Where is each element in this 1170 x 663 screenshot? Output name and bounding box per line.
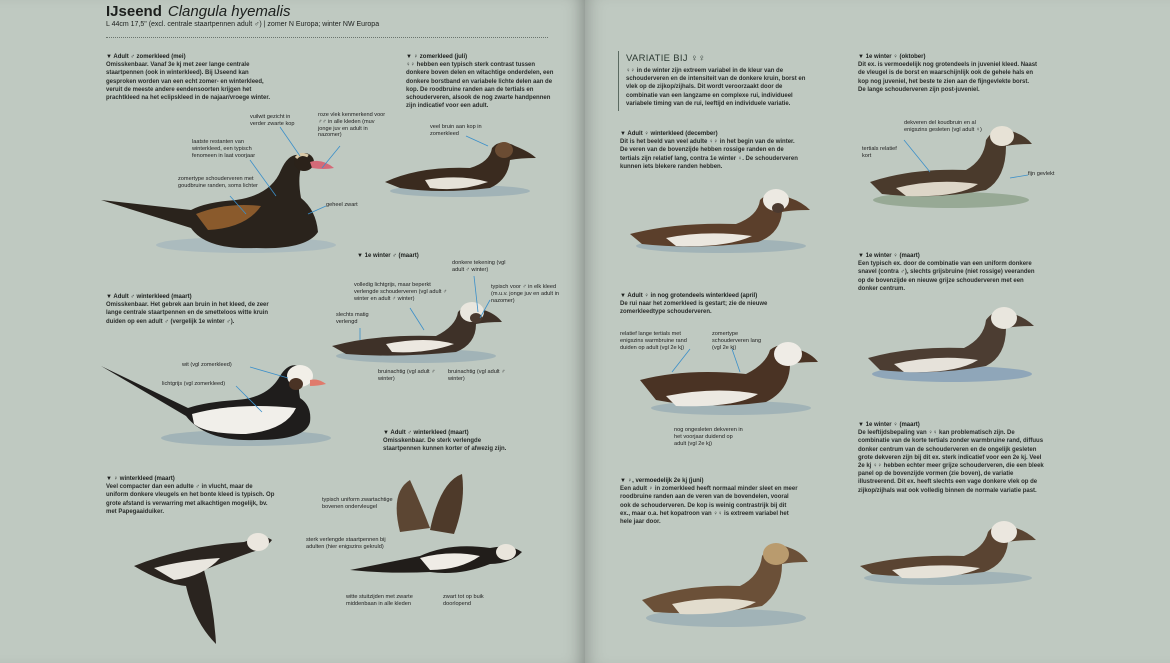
callout-label: typisch voor ♂ in elk kleed (m.u.v. jonge juv en adult in nazomer) (491, 284, 559, 304)
callout-label: typisch uniform zwartachtige bovenen ondervleugel (322, 497, 393, 510)
callout-label: roze vlek kenmerkend voor ♂♂ in alle kleden (muv jonge juv en adult in nazomer) (318, 112, 386, 139)
callout-label: dekveren del koudbruin en al enigszins gesleten (vgl adult ♀) (904, 120, 982, 133)
text-block: ▼ ♀ winterkleed (maart) Veel compacter dan een adulte ♂ in vlucht, maar de uniform donkere vleugels en het bonte kleed is typisch. Op grote afstand is verwarring met alkachtigen mogelijk, bv. met Papegaaiduiker. (106, 476, 275, 515)
callout-label: lichtgrijs (vgl zomerkleed) (162, 381, 226, 387)
callout-label: relatief lange tertials met enigszins warmbruine rand duiden op adult (vgl 2e kj) (620, 331, 687, 351)
callout-label: volledig lichtgrijs, maar beperkt verlengde schouderveren (vgl adult ♂ winter en adult ♂ winter) (354, 282, 448, 302)
callout-label: zomertype schouderveren met goudbruine randen, soms lichter (178, 176, 258, 189)
callout-label: fijn gevlekt (1028, 171, 1055, 177)
text-block: ▼ Adult ♀ in nog grotendeels winterkleed (april) De rui naar het zomerkleed is gestart; zie de nieuwe zomerkleedtype schouderveren. (620, 293, 768, 316)
text-block: ▼ 1e winter ♀ (maart) De leeftijdsbepaling van ♀♀ kan problematisch zijn. De combinatie van de korte tertials zonder warmbruine rand, diffuus donker centrum van de schouderveren en de ongelijk gesleten grote dekveren zijn bij dit ex. sterk indicatief voor een 2e kj. Veel 2e kj ♀♀ hebben echter meer grijze schouderveren, die een bleek panel op de bovenzijde vormen (zie boven), de variatie illustreerend. Dit ex. heeft slechts een vage donkere vlek op de zijkop/zijhals wat ook volledig binnen de normale variatie past. (858, 422, 1044, 494)
callout-label: veel bruin aan kop in zomerkleed (430, 124, 482, 137)
callout-label: geheel zwart (326, 202, 358, 208)
callout-label: tertials relatief kort (862, 146, 897, 159)
callout-label: wit (vgl zomerkleed) (182, 362, 232, 368)
text-block: ▼ Adult ♂ zomerkleed (mei) Omisskenbaar. Vanaf 3e kj met zeer lange centrale staartpennen (ook in winterkleed). Bij IJseend kan gesproken worden van een echt zomer- en winterkleed, veruit de meeste andere eendensoorten krijgen het prachtkleed na het eclipskleed in de najaar/vroege winter. (106, 54, 271, 102)
variatie-heading: VARIATIE BIJ ♀♀ (626, 53, 706, 64)
text-block: ▼ 1e winter ♀ (oktober) Dit ex. is vermoedelijk nog grotendeels in juveniel kleed. Naast de vleugel is de borst en waarschijnlijk ook de gehele hals en kop nog juveniel, het beste te zien aan de fijngevlekte borst. De lange schouderveren zijn post-juveniel. (858, 54, 1038, 93)
text-block: ▼ Adult ♀ winterkleed (december) Dit is het beeld van veel adulte ♀♀ in het begin van de winter. De veren van de bovenzijde hebben rossige randen en de tertials zijn relatief lang, contra 1e winter ♀. De schouderveren kunnen iets blekere randen hebben. (620, 131, 798, 170)
text-block: ▼ ♀, vermoedelijk 2e kj (juni) Een adult ♀ in zomerkleed heeft normaal minder sleet en meer roodbruine randen aan de veren van de bovendelen, vooral ook de schouderveren. De kop is weinig contrastrijk bij dit ex., maar o.a. het kopatroon van ♀♀ is extreem variabel het hele jaar door. (620, 478, 798, 526)
text-block: ▼ ♀ zomerkleed (juli) ♀♀ hebben een typisch sterk contrast tussen donkere boven delen en witachtige onderdelen, een donkere borstband en variabele lichte delen aan de kop. De roodbruine randen aan de tertials en schouderveren, alsook de nog zwarte handpennen zijn indicatief voor een adult. (406, 54, 554, 110)
text-block: ▼ 1e winter ♂ (maart) (357, 253, 419, 259)
callout-label: sterk verlengde staartpennen bij adulten (hier enigszins gekruld) (306, 537, 386, 550)
page-title: IJseend Clangula hyemalis (106, 3, 291, 20)
text-block: ▼ Adult ♂ winterkleed (maart) Omisskenbaar. De sterk verlengde staartpennen kunnen korter of afwezig zijn. (383, 430, 507, 453)
species-subtitle: L 44cm 17,5" (excl. centrale staartpennen adult ♂) | zomer N Europa; winter NW Europa (106, 21, 380, 28)
text-block: ▼ 1e winter ♀ (maart) Een typisch ex. door de combinatie van een uniform donkere snavel (contra ♂), slechts grijsbruine (niet rossige) veeranden op de bovenzijde en nieuwe grijze schouderveren met een donker centrum. (858, 253, 1035, 292)
scientific-name: Clangula hyemalis (167, 3, 291, 20)
callout-label: slechts matig verlengd (336, 312, 369, 325)
callout-label: bruinachtig (vgl adult ♂ winter) (378, 369, 436, 382)
text-block: ▼ Adult ♂ winterkleed (maart) Omisskenbaar. Het gebrek aan bruin in het kleed, de zeer lange centrale staartpennen en de smetteloos witte kruin duiden op een adult ♂ (vergelijk 1e winter ♂). (106, 294, 269, 325)
callout-label: witte stuitzijden met zwarte middenbaan in alle kleden (346, 594, 413, 607)
callout-label: donkere tekening (vgl adult ♂ winter) (452, 260, 506, 273)
callout-label: bruinachtig (vgl adult ♂ winter) (448, 369, 506, 382)
callout-label: laatste restanten van winterkleed, een typisch fenomeen in laat voorjaar (192, 139, 256, 159)
callout-label: zwart tot op buik doorlopend (443, 594, 484, 607)
callout-label: zomertype schouderveren lang (vgl 2e kj) (712, 331, 762, 351)
callout-label: vuilwit gezicht in verder zwarte kop (250, 114, 295, 127)
callout-label: nog ongesleten dekveren in het voorjaar duidend op adult (vgl 2e kj) (674, 427, 743, 447)
variatie-text: ♀♀ in de winter zijn extreem variabel in de kleur van de schouderveren en de intensiteit van de donkere kruin, borst en vlek op de zijkop/zijhals. Dit wordt veroorzaakt door de combinatie van een langzame en complexe rui, individueel variabele timing van de rui, leeftijd en individuele variatie. (626, 68, 806, 107)
